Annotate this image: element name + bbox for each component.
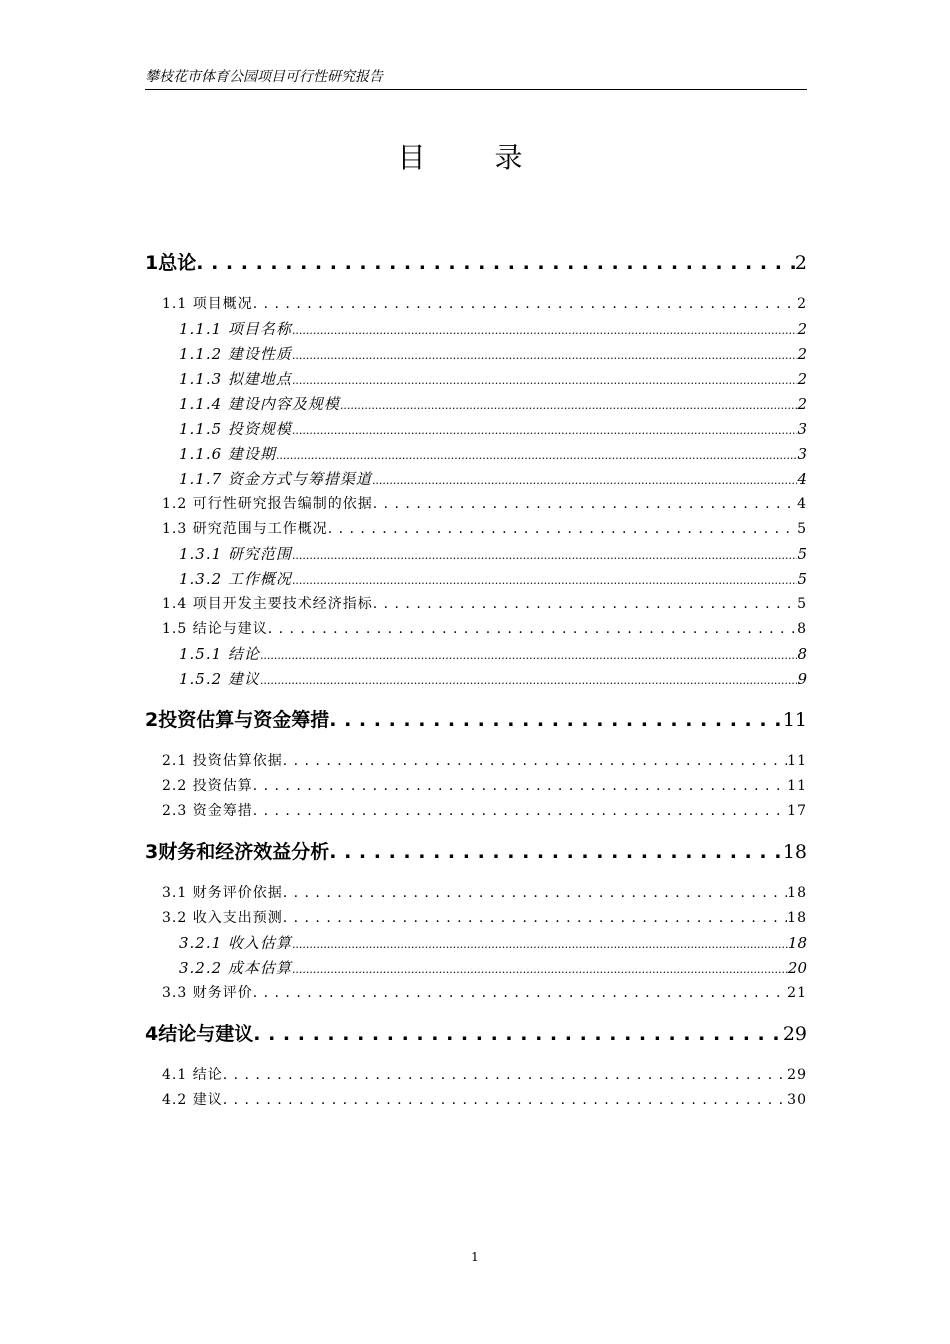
toc-subsection-entry[interactable] [145,932,807,957]
toc-entry-label: 2.3 资金筹措 [162,803,253,819]
toc-section-entry[interactable] [145,593,807,618]
toc-dot-leader [223,1092,787,1108]
toc-page-number: 11 [787,753,807,769]
toc-page-number: 3 [797,420,807,438]
toc-subsection-entry[interactable] [145,393,807,418]
toc-chapter-entry[interactable] [145,705,807,733]
toc-dot-leader [329,709,783,731]
toc-page-number: 5 [797,570,807,588]
toc-dot-leader [292,345,798,363]
toc-page-number: 11 [782,709,807,731]
toc-page-number: 2 [797,370,807,388]
toc-entry-label: 2.1 投资估算依据 [162,753,283,769]
toc-entry-label: 2.2 投资估算 [162,778,253,794]
toc-dot-leader [223,1067,787,1083]
toc-entry-label: 1.1.4 建设内容及规模 [179,395,340,413]
toc-section-entry[interactable] [145,1089,807,1114]
toc-entry-label: 1.1.7 资金方式与筹措渠道 [179,470,372,488]
toc-subsection-entry[interactable] [145,418,807,443]
toc-dot-leader [292,420,798,438]
toc-entry-label: 1.3 研究范围与工作概况 [162,521,328,537]
toc-subsection-entry[interactable] [145,343,807,368]
toc-chapter-number: 1 [145,252,159,274]
toc-entry-label: 1.4 项目开发主要技术经济指标 [162,596,373,612]
toc-dot-leader [292,545,798,563]
toc-page-number: 18 [787,934,807,952]
toc-entry-label: 1.5 结论与建议 [162,621,268,637]
toc-entry-label: 1.3.2 工作概况 [179,570,292,588]
toc-dot-leader [260,645,798,663]
toc-dot-leader [292,370,798,388]
toc-dot-leader [283,753,787,769]
toc-dot-leader [253,296,797,312]
toc-page-number: 17 [787,803,807,819]
toc-dot-leader [253,1023,783,1045]
toc-chapter-number: 3 [145,841,159,863]
toc-section-entry[interactable] [145,493,807,518]
toc-page-number: 4 [797,496,807,512]
toc-entry-label: 3.3 财务评价 [162,985,253,1001]
toc-subsection-entry[interactable] [145,468,807,493]
toc-dot-leader [292,934,788,952]
toc-entry-label: 1.1.3 拟建地点 [179,370,292,388]
toc-entry-label: 1.3.1 研究范围 [179,545,292,563]
toc-section-entry[interactable] [145,618,807,643]
toc-chapter-number: 4 [145,1023,159,1045]
page-number: 1 [471,1250,479,1264]
toc-section-entry[interactable] [145,518,807,543]
toc-entry-label: 4.2 建议 [162,1092,223,1108]
toc-subsection-entry[interactable] [145,668,807,693]
toc-subsection-entry[interactable] [145,443,807,468]
toc-page-number: 4 [797,470,807,488]
toc-entry-label: 3.1 财务评价依据 [162,885,283,901]
toc-page-number: 29 [787,1067,807,1083]
toc-chapter-number: 2 [145,709,159,731]
toc-subsection-entry[interactable] [145,368,807,393]
toc-page-number: 8 [797,621,807,637]
toc-entry-label: 结论与建议 [158,1023,254,1045]
toc-dot-leader [329,841,783,863]
toc-dot-leader [196,252,795,274]
toc-entry-label: 1.2 可行性研究报告编制的依据 [162,496,373,512]
toc-page-number: 11 [787,778,807,794]
table-of-contents [145,248,807,1114]
toc-subsection-entry[interactable] [145,957,807,982]
toc-page-number: 29 [782,1023,807,1045]
toc-page-number: 2 [797,395,807,413]
toc-subsection-entry[interactable] [145,568,807,593]
toc-entry-label: 1.1.6 建设期 [179,445,276,463]
toc-dot-leader [253,778,787,794]
toc-page-number: 21 [787,985,807,1001]
toc-section-entry[interactable] [145,293,807,318]
toc-dot-leader [253,985,787,1001]
toc-subsection-entry[interactable] [145,643,807,668]
toc-dot-leader [372,470,798,488]
toc-section-entry[interactable] [145,907,807,932]
toc-dot-leader [260,670,798,688]
toc-dot-leader [283,885,787,901]
toc-section-entry[interactable] [145,800,807,825]
toc-entry-label: 1.1.1 项目名称 [179,320,292,338]
toc-chapter-entry[interactable] [145,837,807,865]
toc-dot-leader [253,803,787,819]
toc-entry-label: 3.2.2 成本估算 [179,959,292,977]
toc-dot-leader [283,910,787,926]
toc-entry-label: 财务和经济效益分析 [158,841,330,863]
toc-dot-leader [340,395,798,413]
toc-entry-label: 3.2 收入支出预测 [162,910,283,926]
toc-page-number: 2 [797,345,807,363]
toc-page-number: 18 [787,885,807,901]
toc-page-number: 30 [787,1092,807,1108]
toc-entry-label: 1.1.2 建设性质 [179,345,292,363]
toc-subsection-entry[interactable] [145,543,807,568]
toc-section-entry[interactable] [145,982,807,1007]
toc-dot-leader [373,596,797,612]
toc-dot-leader [268,621,797,637]
toc-entry-label: 1.5.2 建议 [179,670,260,688]
toc-entry-label: 1.5.1 结论 [179,645,260,663]
toc-page-number: 2 [797,320,807,338]
toc-page-number: 5 [797,596,807,612]
toc-entry-label: 总论 [158,252,197,274]
toc-subsection-entry[interactable] [145,318,807,343]
toc-dot-leader [292,320,798,338]
toc-page-number: 8 [797,645,807,663]
toc-dot-leader [292,570,798,588]
toc-entry-label: 1.1.5 投资规模 [179,420,292,438]
toc-section-entry[interactable] [145,775,807,800]
toc-dot-leader [276,445,798,463]
page-title: 目 录 [397,141,553,174]
toc-entry-label: 1.1 项目概况 [162,296,253,312]
toc-chapter-entry[interactable] [145,248,807,276]
toc-page-number: 18 [787,910,807,926]
toc-page-number: 5 [797,521,807,537]
toc-section-entry[interactable] [145,882,807,907]
toc-page-number: 20 [787,959,807,977]
toc-page-number: 5 [797,545,807,563]
toc-dot-leader [373,496,797,512]
toc-page-number: 3 [797,445,807,463]
toc-page-number: 2 [794,252,807,274]
toc-page-number: 2 [797,296,807,312]
running-header: 攀枝花市体育公园项目可行性研究报告 [145,66,807,90]
toc-page-number: 9 [797,670,807,688]
toc-section-entry[interactable] [145,1064,807,1089]
toc-section-entry[interactable] [145,750,807,775]
toc-dot-leader [292,959,788,977]
toc-entry-label: 3.2.1 收入估算 [179,934,292,952]
toc-chapter-entry[interactable] [145,1019,807,1047]
toc-page-number: 18 [782,841,807,863]
toc-dot-leader [328,521,797,537]
toc-entry-label: 4.1 结论 [162,1067,223,1083]
toc-entry-label: 投资估算与资金筹措 [158,709,330,731]
